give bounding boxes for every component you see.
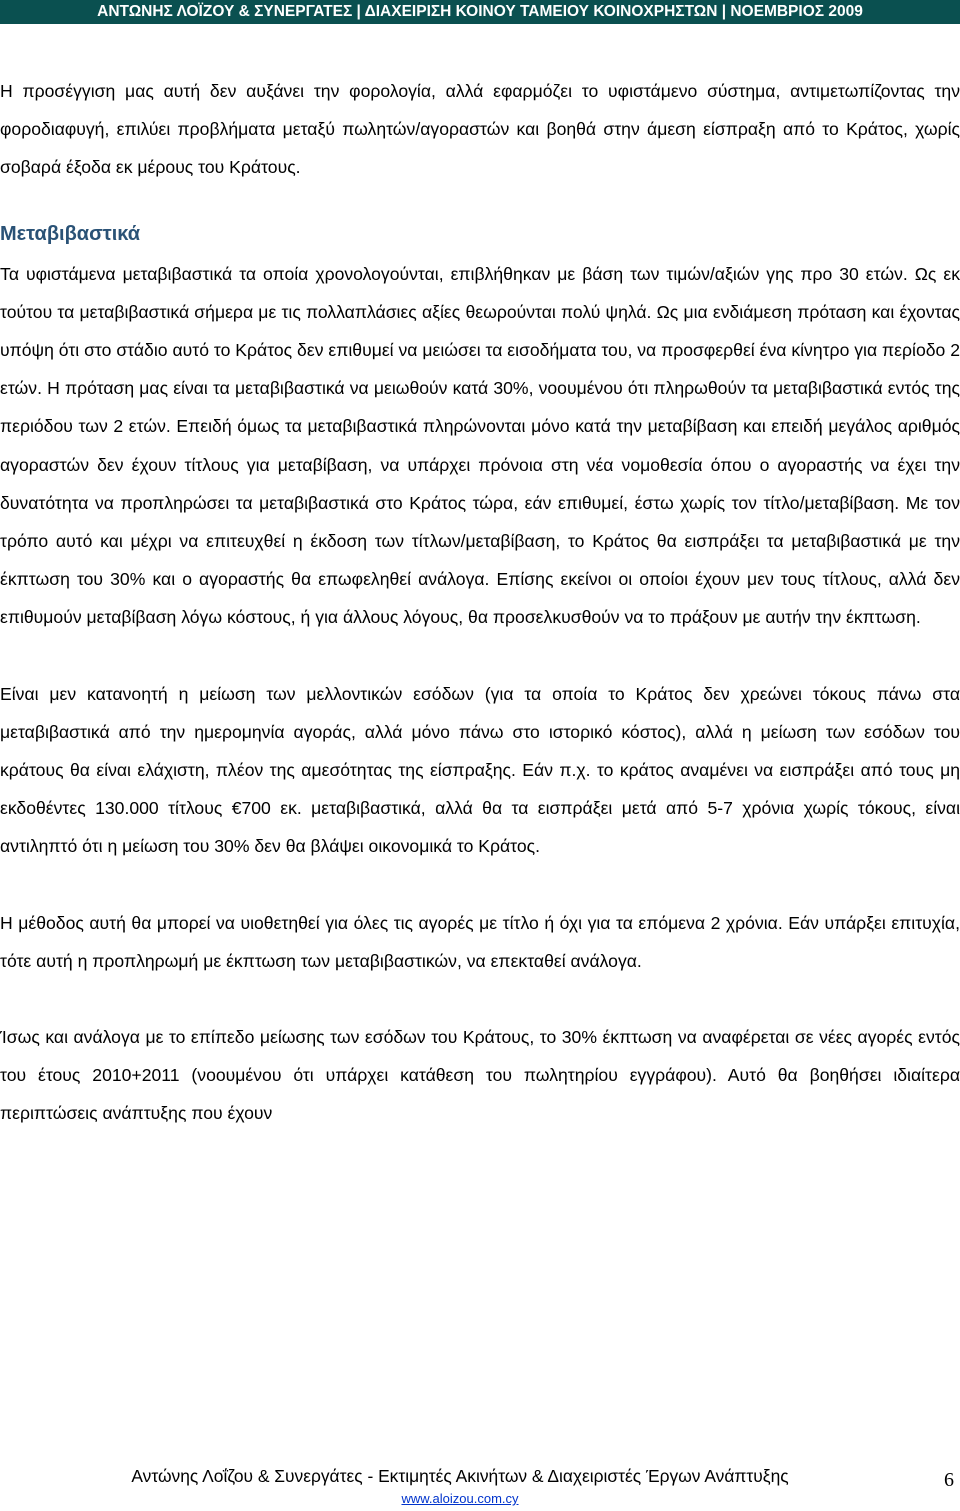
- header-title: ΑΝΤΩΝΗΣ ΛΟΪΖΟΥ & ΣΥΝΕΡΓΑΤΕΣ | ΔΙΑΧΕΙΡΙΣΗ ΚΟΙΝΟΥ ΤΑΜΕΙΟΥ ΚΟΙΝΟΧΡΗΣΤΩΝ | ΝΟΕΜΒΡΙΟΣ 2009: [97, 3, 863, 20]
- document-footer: [0, 1462, 960, 1511]
- paragraph-transfer-fees: Τα υφιστάμενα μεταβιβαστικά τα οποία χρονολογούνται, επιβλήθηκαν με βάση των τιμών/αξιών γης προ 30 ετών. Ως εκ τούτου τα μεταβιβαστικά σήμερα με τις πολλαπλάσιες αξίες θεωρούνται πολύ ψηλά. Ως μια ενδιάμεση πρόταση και έχοντας υπόψη ότι στο στάδιο αυτό το Κράτος δεν επιθυμεί να μειώσει τα εισοδήματα του, να προσφερθεί ένα κίνητρο για περίοδο 2 ετών. Η πρόταση μας είναι τα μεταβιβαστικά να μειωθούν κατά 30%, νοουμένου ότι πληρωθούν τα μεταβιβαστικά εντός της περιόδου των 2 ετών. Επειδή όμως τα μεταβιβαστικά πληρώνονται μόνο κατά την μεταβίβαση και επειδή μεγάλος αριθμός αγοραστών δεν έχουν τίτλους για μεταβίβαση, να υπάρχει πρόνοια στη νέα νομοθεσία όπου ο αγοραστής να έχει την δυνατότητα να προπληρώσει τα μεταβιβαστικά στο Κράτος τώρα, εάν επιθυμεί, έστω χωρίς τον τίτλο/μεταβίβαση. Με τον τρόπο αυτό και μέχρι να επιτευχθεί η έκδοση των τίτλων/μεταβίβαση, το Κράτος θα εισπράξει τα μεταβιβαστικά με την έκπτωση του 30% και ο αγοραστής θα επωφεληθεί ανάλογα. Επίσης εκείνοι οι οποίοι έχουν μεν τους τίτλους, αλλά δεν επιθυμούν μεταβίβαση λόγω κόστους, ή για άλλους λόγους, θα προσελκυσθούν να το πράξουν με αυτήν την έκπτωση.: [0, 263, 960, 628]
- section-heading-transfer-fees: Μεταβιβαστικά: [0, 222, 141, 245]
- paragraph-revenue-reduction: Είναι μεν κατανοητή η μείωση των μελλοντικών εσόδων (για τα οποία το Κράτος δεν χρεώνει τόκους πάνω στα μεταβιβαστικά από την ημερομηνία αγοράς, αλλά μόνο πάνω στο ιστορικό κόστος), αλλά η μείωση των εσόδων του κράτους θα είναι ελάχιστη, πλέον της αμεσότητας της είσπραξης. Εάν π.χ. το κράτος αναμένει να εισπράξει από τους μη εκδοθέντες 130.000 τίτλους €700 εκ. μεταβιβαστικά, αλλά θα τα εισπράξει μετά από 5-7 χρόνια χωρίς τόκους, είναι αντιληπτό ότι η μείωση του 30% δεν θα βλάψει οικονομικά το Κράτος.: [0, 683, 960, 857]
- document-body: [0, 72, 960, 1133]
- footer-company: Αντώνης Λοΐζου & Συνεργάτες - Εκτιμητές Ακινήτων & Διαχειριστές Έργων Ανάπτυξης: [131, 1466, 789, 1486]
- footer-website-link[interactable]: www.aloizou.com.cy: [401, 1491, 519, 1506]
- document-header: [0, 0, 960, 24]
- paragraph-intro: Η προσέγγιση μας αυτή δεν αυξάνει την φορολογία, αλλά εφαρμόζει το υφιστάμενο σύστημα, αντιμετωπίζοντας την φοροδιαφυγή, επιλύει προβλήματα μεταξύ πωλητών/αγοραστών και βοηθά στην άμεση είσπραξη από το Κράτος, χωρίς σοβαρά έξοδα εκ μέρους του Κράτους.: [0, 81, 960, 178]
- paragraph-method: Η μέθοδος αυτή θα μπορεί να υιοθετηθεί για όλες τις αγορές με τίτλο ή όχι για τα επόμενα 2 χρόνια. Εάν υπάρξει επιτυχία, τότε αυτή η προπληρωμή με έκπτωση των μεταβιβαστικών, να επεκταθεί ανάλογα.: [0, 912, 960, 971]
- page-number: 6: [944, 1469, 954, 1491]
- paragraph-new-purchases: Ίσως και ανάλογα με το επίπεδο μείωσης των εσόδων του Κράτους, το 30% έκπτωση να αναφέρεται σε νέες αγορές εντός του έτους 2010+2011 (νοουμένου ότι υπάρχει κατάθεση του πωλητηρίου εγγράφου). Αυτό θα βοηθήσει ιδιαίτερα περιπτώσεις ανάπτυξης που έχουν: [0, 1027, 960, 1124]
